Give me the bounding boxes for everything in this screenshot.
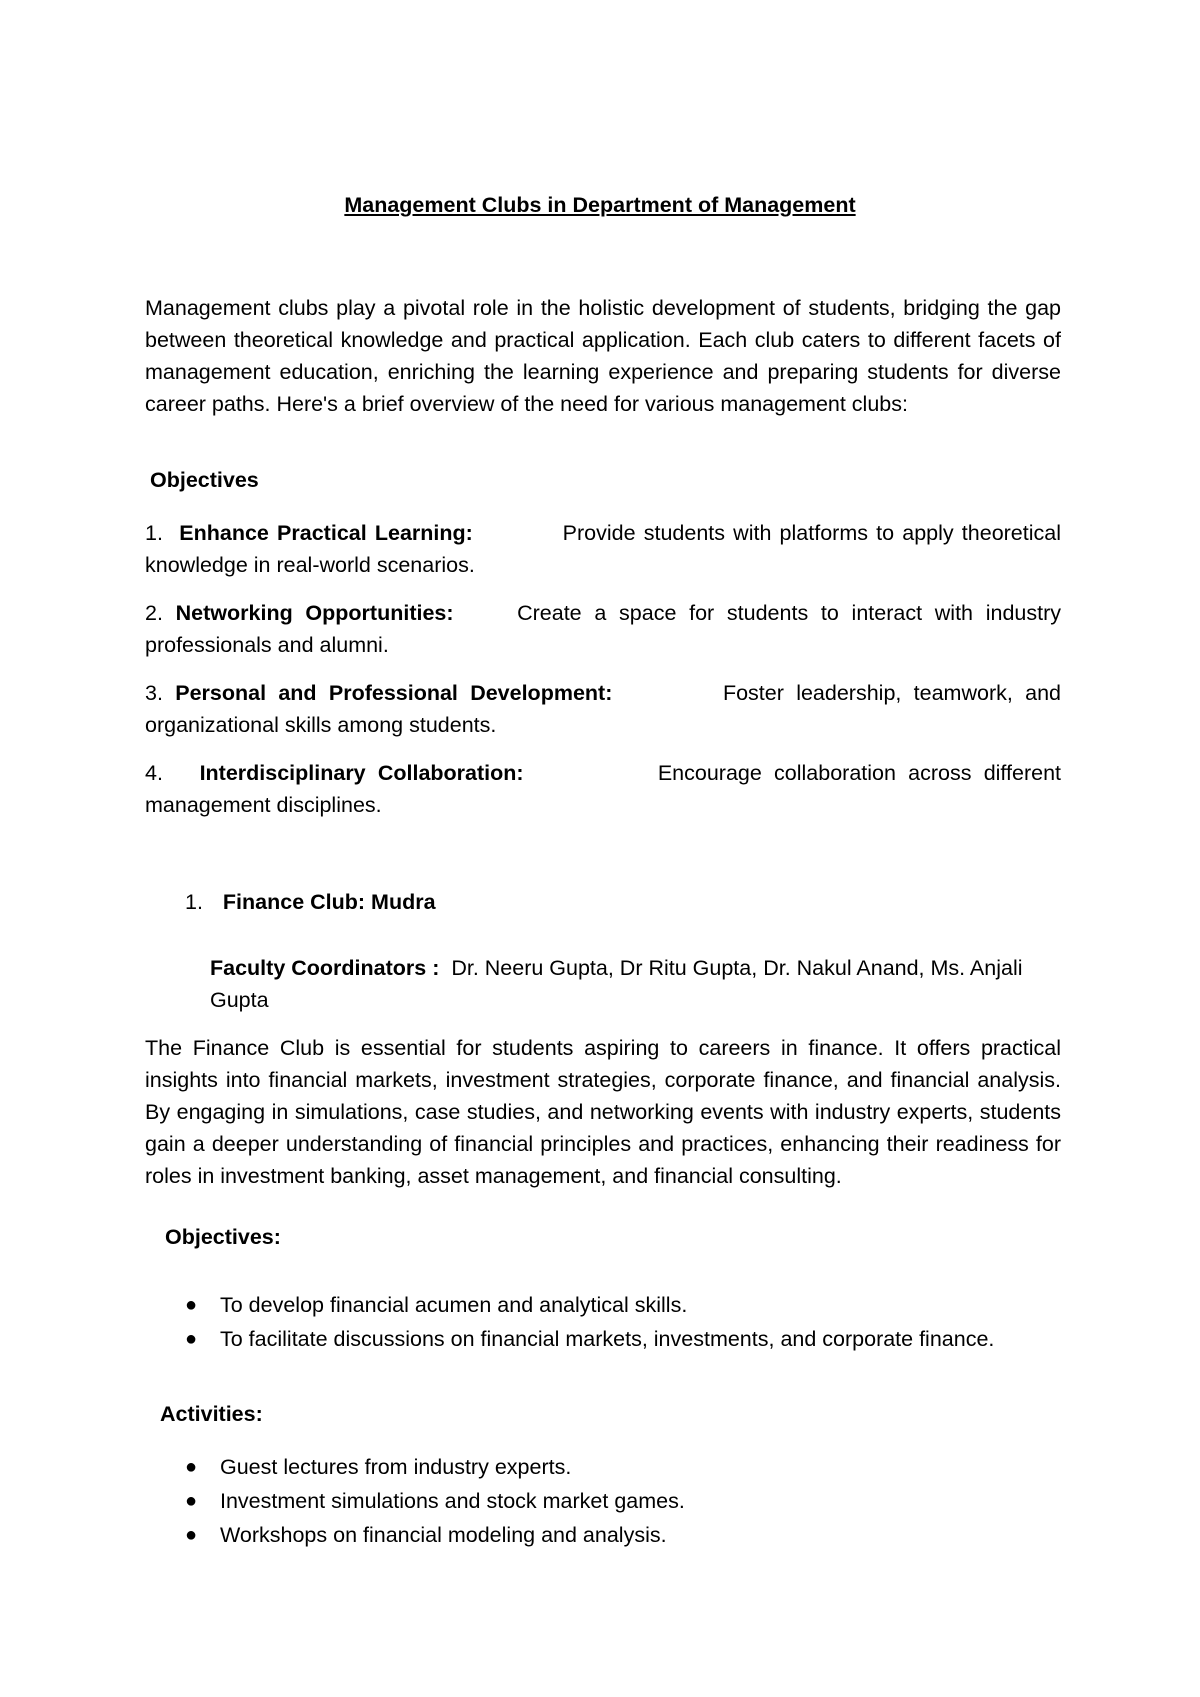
list-item — [185, 1323, 1061, 1355]
club-number: 1. — [185, 890, 203, 914]
list-item-text: Guest lectures from industry experts. — [220, 1455, 572, 1479]
objective-number: 1. — [145, 521, 163, 545]
objective-text: Foster leadership, teamwork, and organizational skills among students. — [145, 681, 1061, 737]
objective-label: Networking Opportunities: — [175, 601, 454, 625]
club-objectives-list — [185, 1289, 1061, 1357]
faculty-names: Dr. Neeru Gupta, Dr Ritu Gupta, Dr. Nakul Anand, Ms. Anjali Gupta — [210, 956, 1023, 1012]
list-item — [185, 1289, 1061, 1321]
objective-text: Encourage collaboration across different management disciplines. — [145, 761, 1061, 817]
club-heading — [185, 890, 436, 915]
list-item — [185, 1519, 1061, 1551]
objective-number: 3. — [145, 681, 163, 705]
objective-item — [145, 757, 1061, 821]
objective-label: Personal and Professional Development: — [175, 681, 613, 705]
objectives-heading: Objectives — [150, 468, 259, 492]
objective-item — [145, 517, 1061, 581]
intro-paragraph: Management clubs play a pivotal role in the holistic development of students, bridging the gap between theoretical knowledge and practical application. Each club caters to different facets of management education, enriching the learning experience and preparing students for diverse career paths. Here's a brief overview of the need for various management clubs: — [145, 296, 1061, 416]
list-item-text: To develop financial acumen and analytical skills. — [220, 1293, 688, 1317]
club-description: The Finance Club is essential for students aspiring to careers in finance. It offers practical insights into financial markets, investment strategies, corporate finance, and financial analysis. By engaging in simulations, case studies, and networking events with industry experts, students gain a deeper understanding of financial principles and practices, enhancing their readiness for roles in investment banking, asset management, and financial consulting. — [145, 1036, 1061, 1188]
faculty-label: Faculty Coordinators : — [210, 956, 440, 980]
objective-label: Enhance Practical Learning: — [179, 521, 473, 545]
objective-text: Create a space for students to interact with industry professionals and alumni. — [145, 601, 1061, 657]
objective-number: 2. — [145, 601, 163, 625]
list-item — [185, 1485, 1061, 1517]
objective-number: 4. — [145, 761, 163, 785]
club-objectives-heading: Objectives: — [165, 1225, 281, 1249]
bullet-icon: ● — [185, 1328, 198, 1350]
list-item — [185, 1451, 1061, 1483]
objective-item — [145, 597, 1061, 661]
objective-label: Interdisciplinary Collaboration: — [199, 761, 524, 785]
bullet-icon: ● — [185, 1294, 198, 1316]
club-activities-list — [185, 1451, 1061, 1553]
club-name: Finance Club: Mudra — [222, 890, 436, 914]
document-title: Management Clubs in Department of Management — [344, 193, 856, 217]
club-activities-heading: Activities: — [160, 1402, 263, 1426]
list-item-text: Workshops on financial modeling and analysis. — [220, 1523, 667, 1547]
bullet-icon: ● — [185, 1490, 198, 1512]
bullet-icon: ● — [185, 1456, 198, 1478]
faculty-coordinators — [210, 952, 1061, 1016]
list-item-text: To facilitate discussions on financial markets, investments, and corporate finance. — [220, 1327, 995, 1351]
objective-text: Provide students with platforms to apply theoretical knowledge in real-world scenarios. — [145, 521, 1061, 577]
list-item-text: Investment simulations and stock market games. — [220, 1489, 685, 1513]
objective-item — [145, 677, 1061, 741]
bullet-icon: ● — [185, 1524, 198, 1546]
